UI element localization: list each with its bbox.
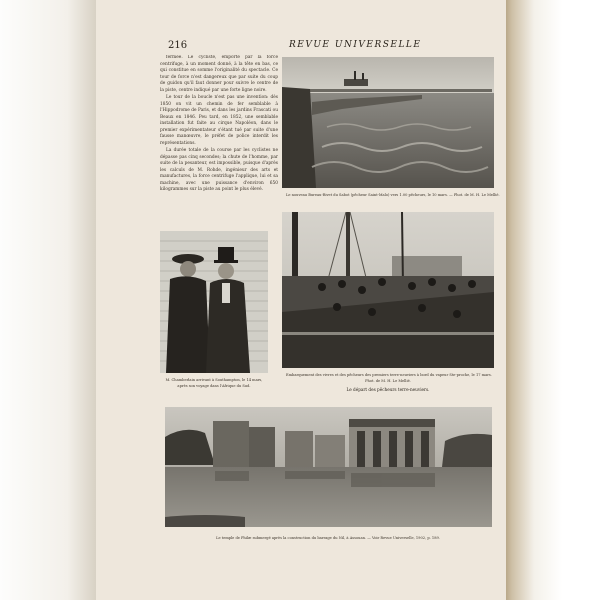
chamberlain-caption-line-2: après son voyage dans l'Afrique du Sud.: [177, 384, 251, 388]
running-header: REVUE UNIVERSELLE: [289, 40, 422, 50]
page-edge: [506, 0, 600, 600]
boats-photo: [282, 212, 494, 368]
boats-caption-line-2: Phot. de M. H. Le Mellié.: [365, 379, 411, 383]
page-number: 216: [168, 40, 188, 51]
chamberlain-photo: [160, 231, 268, 373]
boats-subtitle: Le départ des pêcheurs terre-neuviers.: [346, 387, 430, 392]
philae-caption: Le temple de Philæ submergé après la construction du barrage du Nil, à Assouan. — Voir Revue Universelle, 1902, p. 189.: [216, 536, 440, 540]
article-paragraph: fermée. Le cycliste, emporté par la force centrifuge, à un moment donné, à la tête en bas, ce qui constitue en somme l'originalité du spectacle. Ce tour de force n'est dangereux que par suite du coup de guidon qu'il faut donner pour suivre le centre de la piste, centre indiqué par une forte ligne noire.: [160, 55, 278, 93]
binding-spine: [0, 0, 96, 600]
article-paragraph: La durée totale de la course par les cyclistes ne dépasse pas cinq secondes; la chute de l'homme, par suite de la pesanteur, est impossible, puisque d'après les calculs de M. Rohde, ingénieur des arts et manufactures, la force centrifuge l'applique, lui et sa machine, avec une puissance d'environ 650 kilogrammes sur la piste au point le plus élevé.: [160, 148, 278, 192]
boats-caption-line-1: Embarquement des vivres et des pêcheurs des premiers terre-neuviers à bord du vapeur Ste-proche, le 17 mars.: [286, 373, 492, 377]
harbor-photo: [282, 57, 494, 188]
chamberlain-caption-line-1: M. Chamberlain arrivant à Southampton, le 14 mars,: [165, 378, 263, 382]
article-paragraph: Le tour de la boucle n'est pas une invention: dès 1850 on vit un chemin de fer semblable à l'Hippodrome de Paris, et dans les jardins Frascati ou Beaux en 1846. Peu tard, en 1852, une semblable installation fut faite au cirque Napoléon, dans le premier expérimentateur s'étant tué par suite d'une fausse manœuvre, le préfet de police interdit les représentations.: [160, 95, 278, 146]
harbor-caption: Le nouveau Bureau-Rivet du Sabot (pêcheur Saint-Malo) vers 1.00 pêcheurs, le 10 mars. — Phot. de M. H. Le Mellié.: [286, 193, 500, 197]
article-text-column: [160, 55, 278, 230]
philae-photo: [165, 407, 492, 527]
